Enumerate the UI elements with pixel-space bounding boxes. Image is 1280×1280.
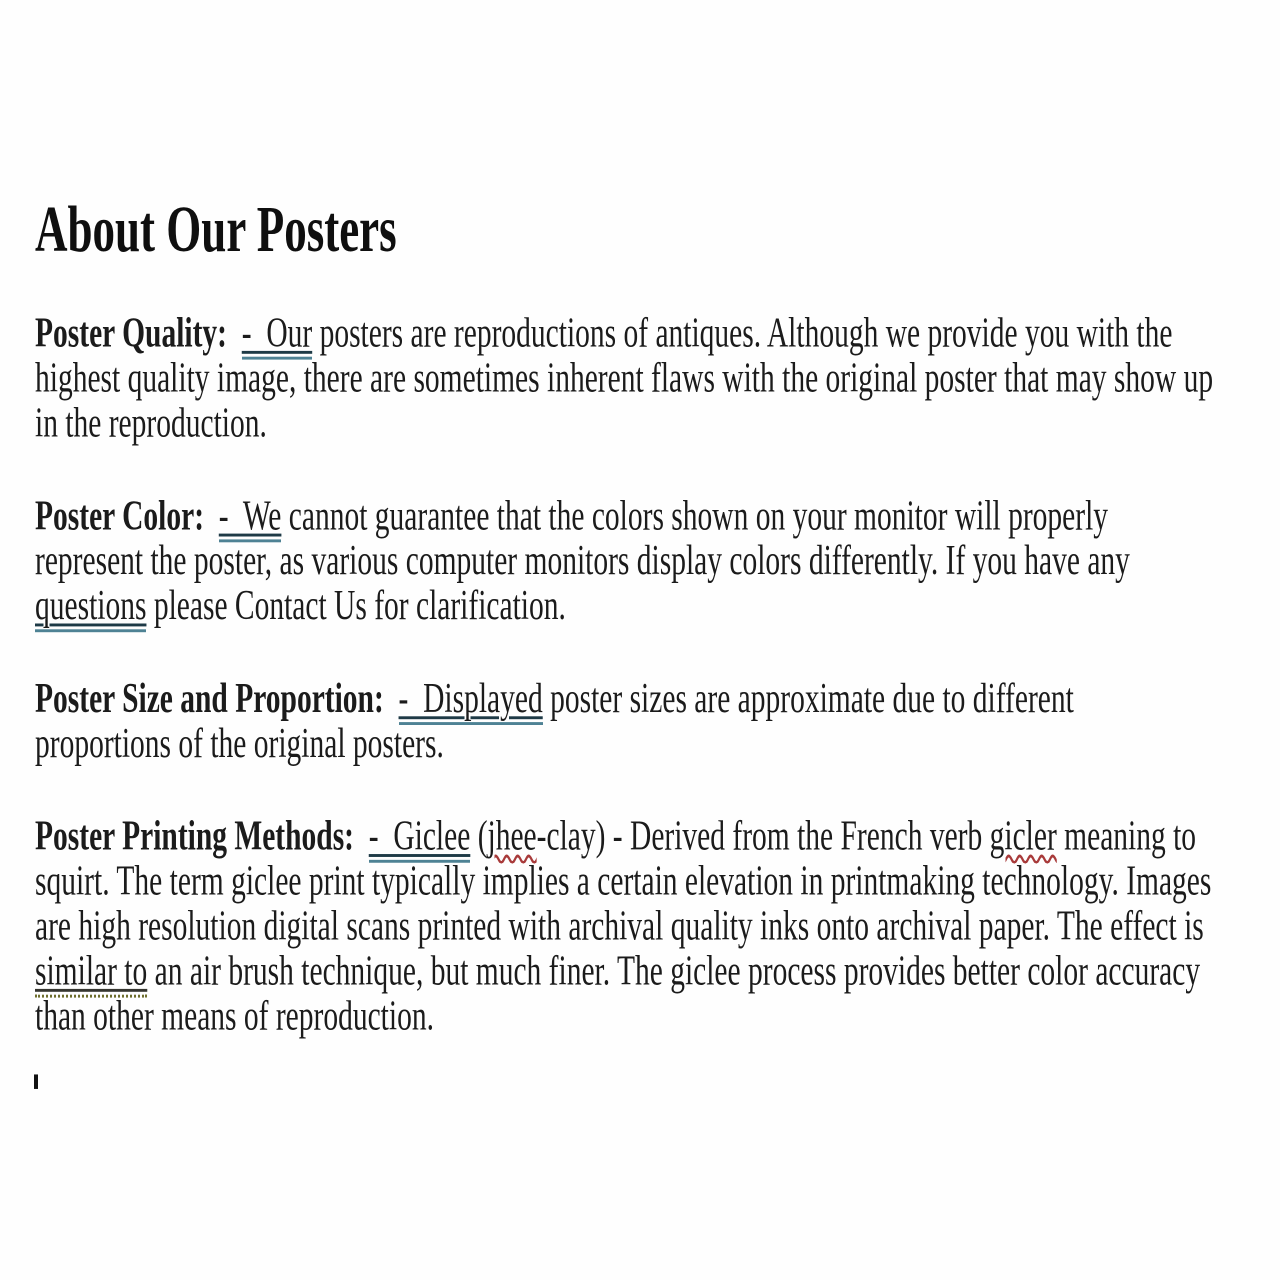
poster-size-label: Poster Size and Proportion: [35,675,384,723]
text-cursor-mark [34,1074,38,1089]
spacer [227,310,242,356]
spacer [384,676,399,722]
poster-quality-body: posters are reproductions of antiques. Although we provide you with the highest quality image, there are sometimes inherent flaws with the original poster that may show up in the reproduction. [35,310,1221,447]
poster-printing-label: Poster Printing Methods: [35,813,354,860]
underlined-text-we: - We [219,493,282,542]
underlined-text-our: - Our [242,310,312,359]
poster-color-label: Poster Color: [35,493,205,540]
underlined-text-displayed: - Displayed [399,676,543,725]
poster-printing-body: ( [470,813,488,860]
spacer [354,813,369,859]
paragraph-poster-color [35,494,1215,629]
underlined-text-questions: questions [35,583,146,632]
misspelled-word-jhee: jhee [487,813,537,860]
paragraph-poster-size [35,677,1215,767]
poster-color-body-end: please Contact Us for clarification. [146,582,566,630]
misspelled-word-gicler: gicler [989,813,1057,860]
poster-printing-body-4: an air brush technique, but much finer. The giclee process provides better color accuracy than other means of reproduction. [35,948,1208,1040]
poster-size-body: poster sizes are approximate due to different proportions of the original posters. [35,675,1082,768]
paragraph-poster-quality [35,310,1221,447]
poster-quality-label: Poster Quality: [35,310,227,357]
poster-color-body: cannot guarantee that the colors shown on your monitor will properly represent the poster, as various computer monitors display colors differently. If you have any [35,493,1138,585]
grammar-flagged-similar-to: similar to [35,948,147,997]
poster-printing-body-3: meaning to squirt. The term giclee print typically implies a certain elevation in printmaking technology. Images are high resolution digital scans printed with archival quality inks onto archival paper. The effect is [35,813,1219,950]
paragraph-poster-printing [35,813,1219,1040]
spacer [204,493,219,539]
underlined-text-giclee: - Giclee [369,813,471,862]
poster-printing-body-2: -clay) - Derived from the French verb [536,813,990,860]
page-title: About Our Posters [35,192,397,266]
